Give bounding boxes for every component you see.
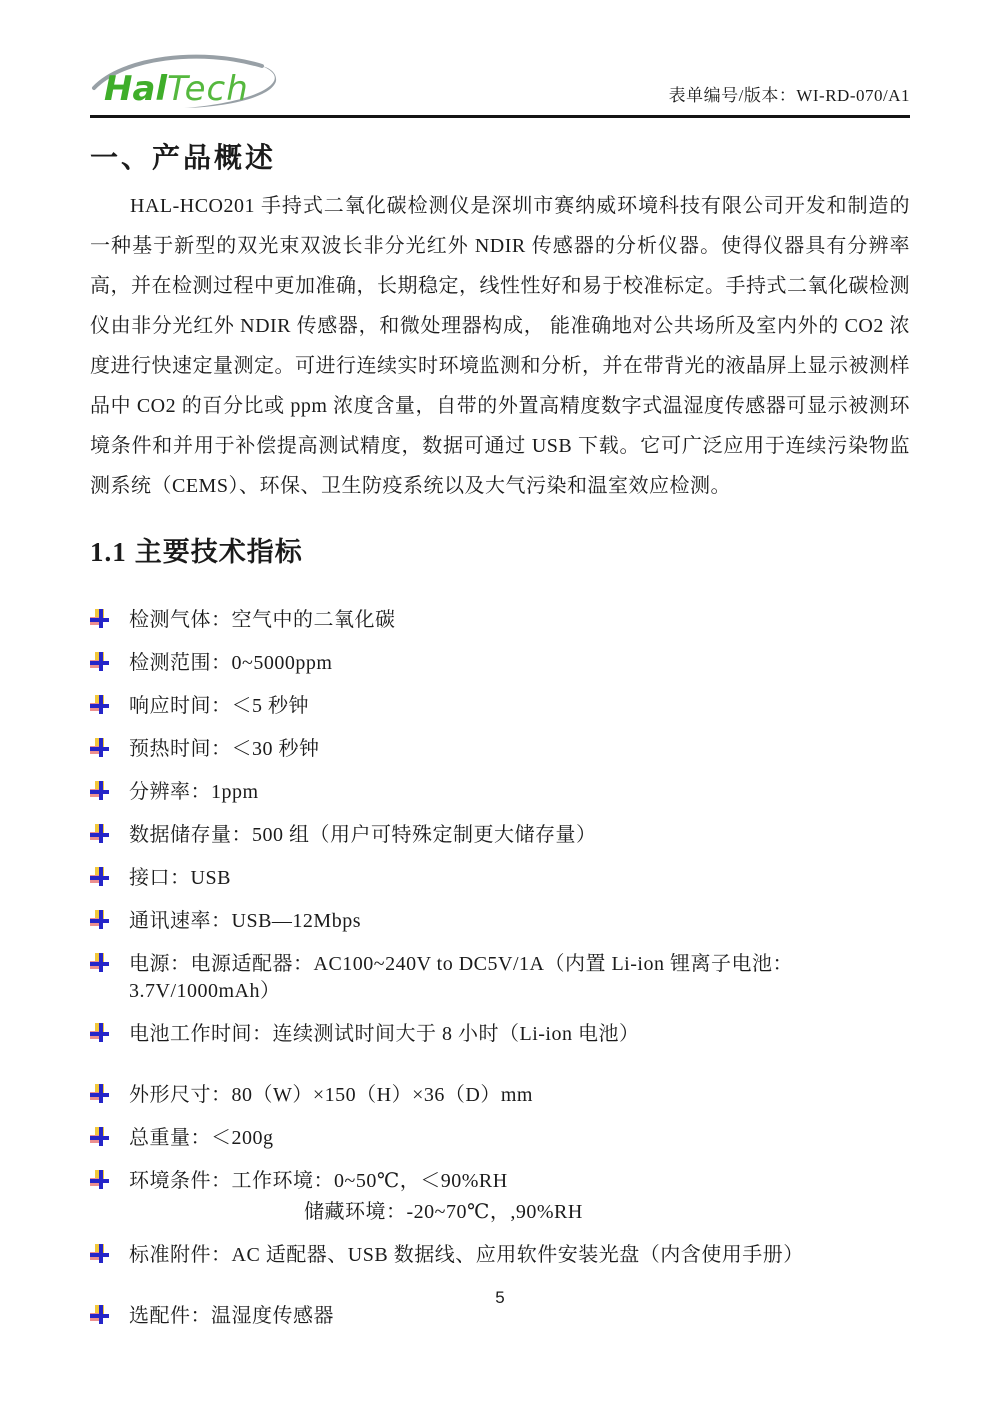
page-number: 5	[495, 1288, 505, 1307]
spec-list-item	[90, 1021, 910, 1048]
form-number-label: 表单编号/版本：WI-RD-070/A1	[668, 86, 910, 105]
spec-item-body	[129, 1021, 910, 1048]
spec-list-item	[90, 1082, 910, 1109]
spec-item-body	[129, 1168, 910, 1226]
colored-cross-bullet-icon	[90, 738, 112, 760]
spec-text: 电源：电源适配器：AC100~240V to DC5V/1A（内置 Li-ion 锂离子电池：3.7V/1000mAh）	[129, 953, 793, 1002]
logo-wordmark	[104, 69, 249, 109]
colored-cross-bullet-icon	[90, 1244, 112, 1266]
spec-item-body	[129, 908, 910, 935]
spec-text: 检测气体：空气中的二氧化碳	[129, 609, 396, 631]
spec-list	[90, 607, 910, 1330]
logo-text-light: Tech	[167, 69, 249, 109]
spec-text: 预热时间：＜30 秒钟	[129, 738, 320, 760]
spec-text: 标准附件：AC 适配器、USB 数据线、应用软件安装光盘（内含使用手册）	[129, 1244, 804, 1266]
haltech-logo	[90, 52, 290, 114]
spec-list-item	[90, 865, 910, 892]
spec-list-item	[90, 1242, 910, 1269]
spec-text: 接口：USB	[129, 867, 231, 889]
subsection-number: 1.1	[90, 537, 127, 567]
colored-cross-bullet-icon	[90, 1084, 112, 1106]
colored-cross-bullet-icon	[90, 1170, 112, 1192]
spec-list-item	[90, 650, 910, 677]
spec-item-body	[129, 1242, 910, 1269]
spec-list-item	[90, 736, 910, 763]
colored-cross-bullet-icon	[90, 1305, 112, 1327]
spec-item-body	[129, 951, 910, 1005]
spec-item-body	[129, 1082, 910, 1109]
spec-text: 检测范围：0~5000ppm	[129, 652, 333, 674]
page-header	[90, 0, 910, 118]
spec-text: 环境条件：工作环境：0~50℃，＜90%RH	[129, 1170, 508, 1192]
spec-list-item	[90, 1125, 910, 1152]
spec-item-body	[129, 1125, 910, 1152]
colored-cross-bullet-icon	[90, 781, 112, 803]
spec-item-body	[129, 736, 910, 763]
spec-text: 响应时间：＜5 秒钟	[129, 695, 309, 717]
colored-cross-bullet-icon	[90, 609, 112, 631]
spec-list-item	[90, 951, 910, 1005]
colored-cross-bullet-icon	[90, 867, 112, 889]
spec-text: 选配件：温湿度传感器	[129, 1305, 334, 1327]
section-title: 一、产品概述	[90, 143, 277, 174]
spec-list-item	[90, 1168, 910, 1226]
colored-cross-bullet-icon	[90, 1023, 112, 1045]
spec-text: 总重量：＜200g	[129, 1127, 274, 1149]
spec-item-body	[129, 607, 910, 634]
spec-text: 分辨率：1ppm	[129, 781, 259, 803]
spec-text-line2: 储藏环境：-20~70℃，,90%RH	[304, 1201, 583, 1223]
logo-text-bold: Hal	[104, 69, 168, 109]
spec-item-body	[129, 650, 910, 677]
spec-item-body	[129, 822, 910, 849]
product-overview-paragraph: HAL-HCO201 手持式二氧化碳检测仪是深圳市赛纳威环境科技有限公司开发和制造的一种基于新型的双光束双波长非分光红外 NDIR 传感器的分析仪器。使得仪器具有分辨率高，并在检测过程中更加准确，长期稳定，线性性好和易于校准标定。手持式二氧化碳检测仪由非分光红外 NDIR 传感器，和微处理器构成， 能准确地对公共场所及室内外的 CO2 浓度进行快速定量测定。可进行连续实时环境监测和分析，并在带背光的液晶屏上显示被测样品中 CO2 的百分比或 ppm 浓度含量，自带的外置高精度数字式温湿度传感器可显示被测环境条件和并用于补偿提高测试精度，数据可通过 USB 下载。它可广泛应用于连续污染物监测系统（CEMS）、环保、卫生防疫系统以及大气污染和温室效应检测。	[90, 195, 910, 497]
subsection-title: 主要技术指标	[134, 537, 303, 567]
spec-text: 数据储存量：500 组（用户可特殊定制更大储存量）	[129, 824, 597, 846]
spec-item-body	[129, 693, 910, 720]
spec-text: 外形尺寸：80（W）×150（H）×36（D）mm	[129, 1084, 533, 1106]
spec-list-item	[90, 908, 910, 935]
colored-cross-bullet-icon	[90, 695, 112, 717]
colored-cross-bullet-icon	[90, 953, 112, 975]
colored-cross-bullet-icon	[90, 1127, 112, 1149]
colored-cross-bullet-icon	[90, 652, 112, 674]
subsection-heading	[90, 530, 910, 569]
spec-list-item	[90, 693, 910, 720]
spec-item-body	[129, 779, 910, 806]
spec-list-item	[90, 779, 910, 806]
colored-cross-bullet-icon	[90, 910, 112, 932]
spec-list-item	[90, 607, 910, 634]
spec-list-item	[90, 822, 910, 849]
spec-item-body	[129, 865, 910, 892]
colored-cross-bullet-icon	[90, 824, 112, 846]
spec-text: 电池工作时间：连续测试时间大于 8 小时（Li-ion 电池）	[129, 1023, 640, 1045]
spec-text: 通讯速率：USB—12Mbps	[129, 910, 361, 932]
